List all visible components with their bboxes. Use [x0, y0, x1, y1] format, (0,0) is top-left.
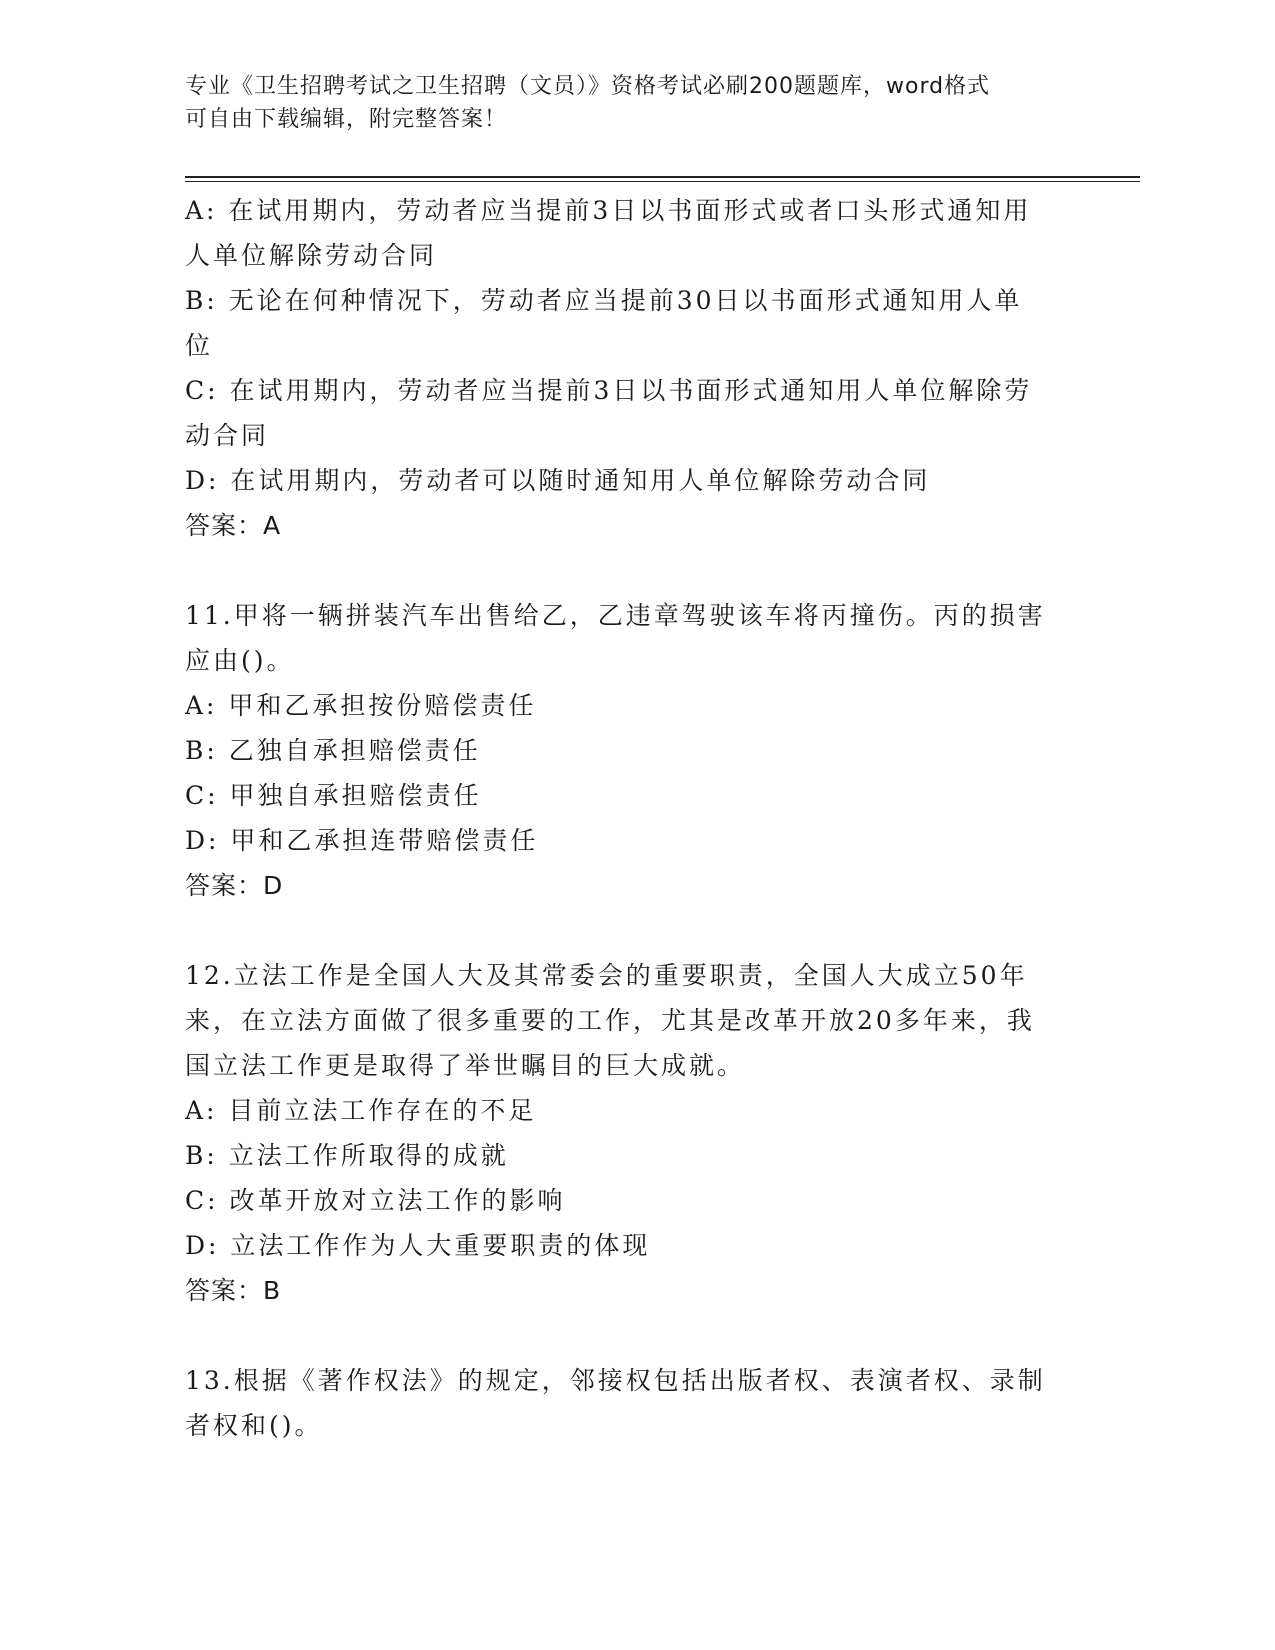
document-body — [185, 188, 1065, 1448]
option-c-line-1: C: 在试用期内，劳动者应当提前3日以书面形式通知用人单位解除劳 — [185, 376, 1033, 405]
spacer — [185, 908, 1065, 953]
question-stem-line-2: 者权和()。 — [185, 1411, 323, 1440]
question-12-block — [185, 953, 1065, 1313]
answer-label: 答案：B — [185, 1276, 282, 1305]
option-c-line-2: 动合同 — [185, 421, 270, 450]
question-11-block — [185, 593, 1065, 908]
option-b-line-2: 位 — [185, 331, 214, 360]
question-stem-line-2: 应由()。 — [185, 646, 295, 675]
header-rule-thick — [185, 176, 1140, 178]
spacer — [185, 548, 1065, 593]
option-d: D: 立法工作作为人大重要职责的体现 — [185, 1231, 651, 1260]
question-stem-line-1: 13.根据《著作权法》的规定，邻接权包括出版者权、表演者权、录制 — [185, 1366, 1046, 1395]
option-b: B: 立法工作所取得的成就 — [185, 1141, 509, 1170]
header-line-2: 可自由下载编辑，附完整答案！ — [185, 107, 508, 132]
option-a: A: 甲和乙承担按份赔偿责任 — [185, 691, 537, 720]
header-rule-thin — [185, 181, 1140, 182]
question-stem-line-1: 12.立法工作是全国人大及其常委会的重要职责，全国人大成立50年 — [185, 961, 1028, 990]
option-a: A: 目前立法工作存在的不足 — [185, 1096, 537, 1125]
option-c: C: 改革开放对立法工作的影响 — [185, 1186, 566, 1215]
answer-label: 答案：D — [185, 871, 284, 900]
document-header — [185, 70, 1065, 136]
question-stem-line-2: 来，在立法方面做了很多重要的工作，尤其是改革开放20多年来，我 — [185, 1006, 1035, 1035]
option-a-line-2: 人单位解除劳动合同 — [185, 241, 438, 270]
option-c: C: 甲独自承担赔偿责任 — [185, 781, 482, 810]
option-a-line-1: A: 在试用期内，劳动者应当提前3日以书面形式或者口头形式通知用 — [185, 196, 1032, 225]
question-10-block — [185, 188, 1065, 548]
option-d: D: 甲和乙承担连带赔偿责任 — [185, 826, 539, 855]
option-b: B: 乙独自承担赔偿责任 — [185, 736, 481, 765]
spacer — [185, 1313, 1065, 1358]
option-d: D: 在试用期内，劳动者可以随时通知用人单位解除劳动合同 — [185, 466, 931, 495]
option-b-line-1: B: 无论在何种情况下，劳动者应当提前30日以书面形式通知用人单 — [185, 286, 1023, 315]
header-line-1: 专业《卫生招聘考试之卫生招聘（文员）》资格考试必刷200题题库，word格式 — [185, 74, 991, 99]
question-13-block — [185, 1358, 1065, 1448]
question-stem-line-1: 11.甲将一辆拼装汽车出售给乙，乙违章驾驶该车将丙撞伤。丙的损害 — [185, 601, 1046, 630]
answer-label: 答案：A — [185, 511, 282, 540]
question-stem-line-3: 国立法工作更是取得了举世瞩目的巨大成就。 — [185, 1051, 746, 1080]
